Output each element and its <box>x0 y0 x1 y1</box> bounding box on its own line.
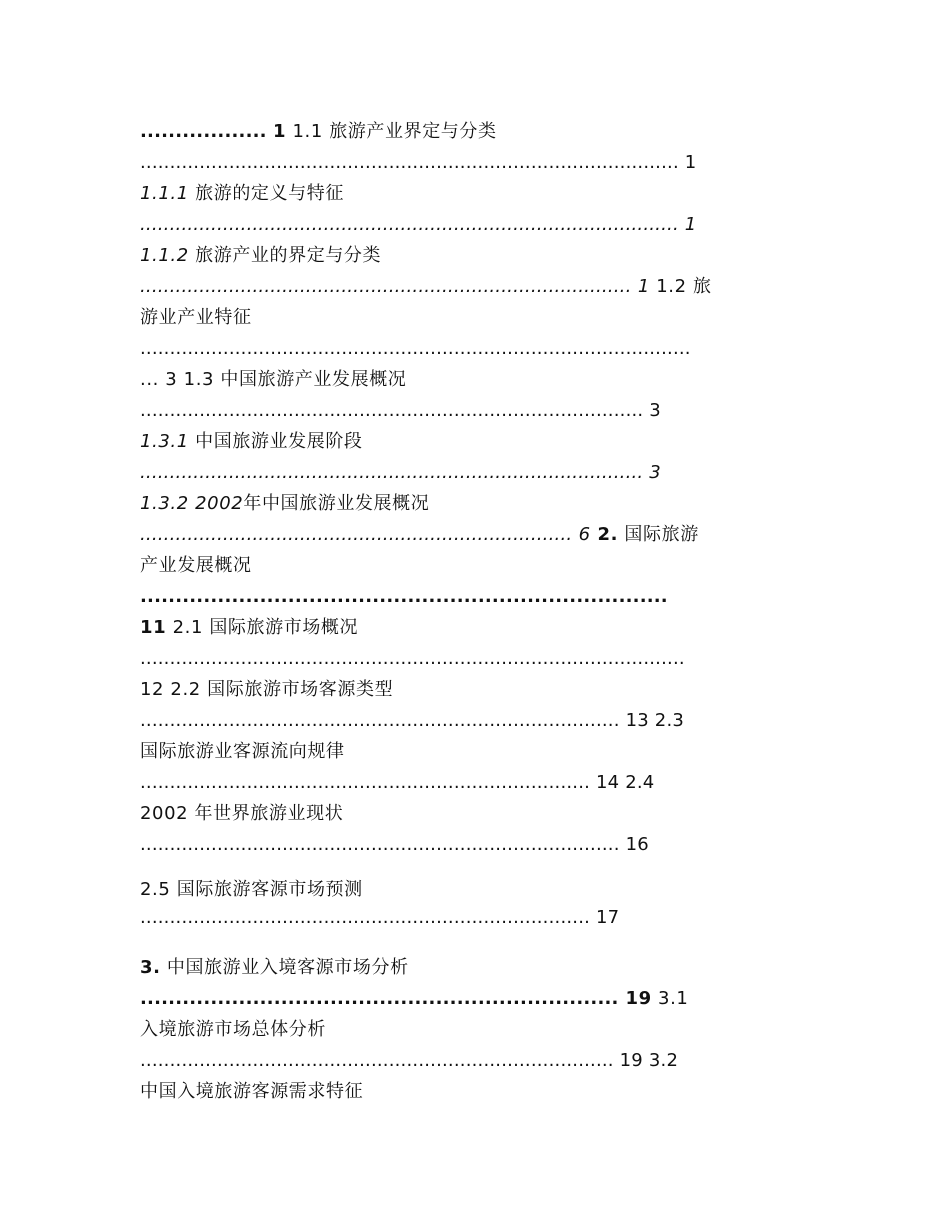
toc-leader-page: ..................................................................................... 3 <box>140 462 661 483</box>
toc-page-number: 1 <box>631 276 650 297</box>
toc-line-23 <box>140 802 343 826</box>
toc-page-number: 19 <box>618 988 652 1009</box>
toc-line-21 <box>140 740 345 764</box>
toc-heading: 12 2.2 国际旅游市场客源类型 <box>140 679 394 700</box>
toc-line-7 <box>140 306 252 330</box>
toc-chapter-number: 2. <box>590 524 619 545</box>
toc-heading: 旅游的定义与特征 <box>188 183 344 204</box>
toc-line-6 <box>140 275 712 299</box>
toc-line-4 <box>140 213 696 237</box>
toc-leader-page: ............................................................................ 14 2.4 <box>140 772 655 793</box>
toc-heading: 中国入境旅游客源需求特征 <box>140 1081 364 1102</box>
toc-leader: .................................................................... <box>140 988 619 1009</box>
toc-line-2 <box>140 151 696 175</box>
toc-heading: 1.1 旅游产业界定与分类 <box>286 121 497 142</box>
toc-line-16 <box>140 585 668 609</box>
toc-heading: ... 3 1.3 中国旅游产业发展概况 <box>140 369 407 390</box>
toc-line-9 <box>140 368 406 392</box>
toc-chapter-number: 3. <box>140 957 161 978</box>
toc-line-12 <box>140 461 661 485</box>
toc-heading: 旅游产业的界定与分类 <box>188 245 382 266</box>
toc-line-10 <box>140 399 661 423</box>
toc-line-3 <box>140 182 344 206</box>
toc-line-13 <box>140 492 429 516</box>
toc-heading: 3.1 <box>651 988 689 1009</box>
toc-section-number: 1.3.2 2002 <box>140 493 244 514</box>
toc-section-number: 1.3.1 <box>140 431 189 452</box>
toc-leader-page: ................................................................................ 19 3.2 <box>140 1050 679 1071</box>
toc-heading: 国际旅游 <box>618 524 699 545</box>
toc-page-number: 11 <box>140 617 167 638</box>
toc-line-31 <box>140 1080 363 1104</box>
toc-line-18 <box>140 647 685 671</box>
toc-line-27 <box>140 956 409 980</box>
toc-section-number: 1.1.1 <box>140 183 189 204</box>
toc-leader-page: ............................................................................ 17 <box>140 907 620 928</box>
toc-heading: 入境旅游市场总体分析 <box>140 1019 326 1040</box>
toc-page-number: 6 <box>572 524 591 545</box>
toc-line-26 <box>140 906 619 930</box>
toc-leader: ......................................................................... <box>140 524 573 545</box>
toc-line-20 <box>140 709 684 733</box>
toc-line-25 <box>140 878 363 902</box>
toc-line-14 <box>140 523 699 547</box>
toc-heading: 2002 年世界旅游业现状 <box>140 803 344 824</box>
toc-line-22 <box>140 771 654 795</box>
toc-heading: 2.5 国际旅游客源市场预测 <box>140 879 363 900</box>
toc-heading: 中国旅游业入境客源市场分析 <box>160 957 409 978</box>
toc-leader: ............................................................................................ <box>140 648 685 669</box>
toc-line-1 <box>140 120 497 144</box>
toc-line-24 <box>140 833 649 857</box>
toc-heading: 1.2 旅 <box>649 276 712 297</box>
toc-leader: .................. <box>140 121 267 142</box>
toc-line-30 <box>140 1049 678 1073</box>
toc-line-19 <box>140 678 393 702</box>
toc-heading: 国际旅游业客源流向规律 <box>140 741 345 762</box>
toc-leader-page: ........................................................................................... 1 <box>140 214 697 235</box>
toc-line-8 <box>140 337 691 361</box>
toc-leader-page: ................................................................................. 16 <box>140 834 649 855</box>
toc-leader: ................................................................................... <box>140 276 632 297</box>
toc-heading: 2.1 国际旅游市场概况 <box>166 617 359 638</box>
toc-heading: 年中国旅游业发展概况 <box>243 493 430 514</box>
toc-leader-page: ..................................................................................... 3 <box>140 400 661 421</box>
toc-leader-page: ................................................................................. 13 2.3 <box>140 710 685 731</box>
toc-leader: ........................................................................... <box>140 586 668 607</box>
toc-page-number: 1 <box>273 121 287 142</box>
toc-heading: 游业产业特征 <box>140 307 252 328</box>
toc-leader: ............................................................................................. <box>140 338 691 359</box>
toc-line-29 <box>140 1018 326 1042</box>
toc-heading: 产业发展概况 <box>140 555 252 576</box>
toc-line-15 <box>140 554 252 578</box>
toc-line-5 <box>140 244 381 268</box>
toc-heading: 中国旅游业发展阶段 <box>188 431 363 452</box>
toc-section-number: 1.1.2 <box>140 245 189 266</box>
toc-line-11 <box>140 430 363 454</box>
toc-leader-page: ........................................................................................... 1 <box>140 152 697 173</box>
toc-line-17 <box>140 616 358 640</box>
toc-line-28 <box>140 987 688 1011</box>
